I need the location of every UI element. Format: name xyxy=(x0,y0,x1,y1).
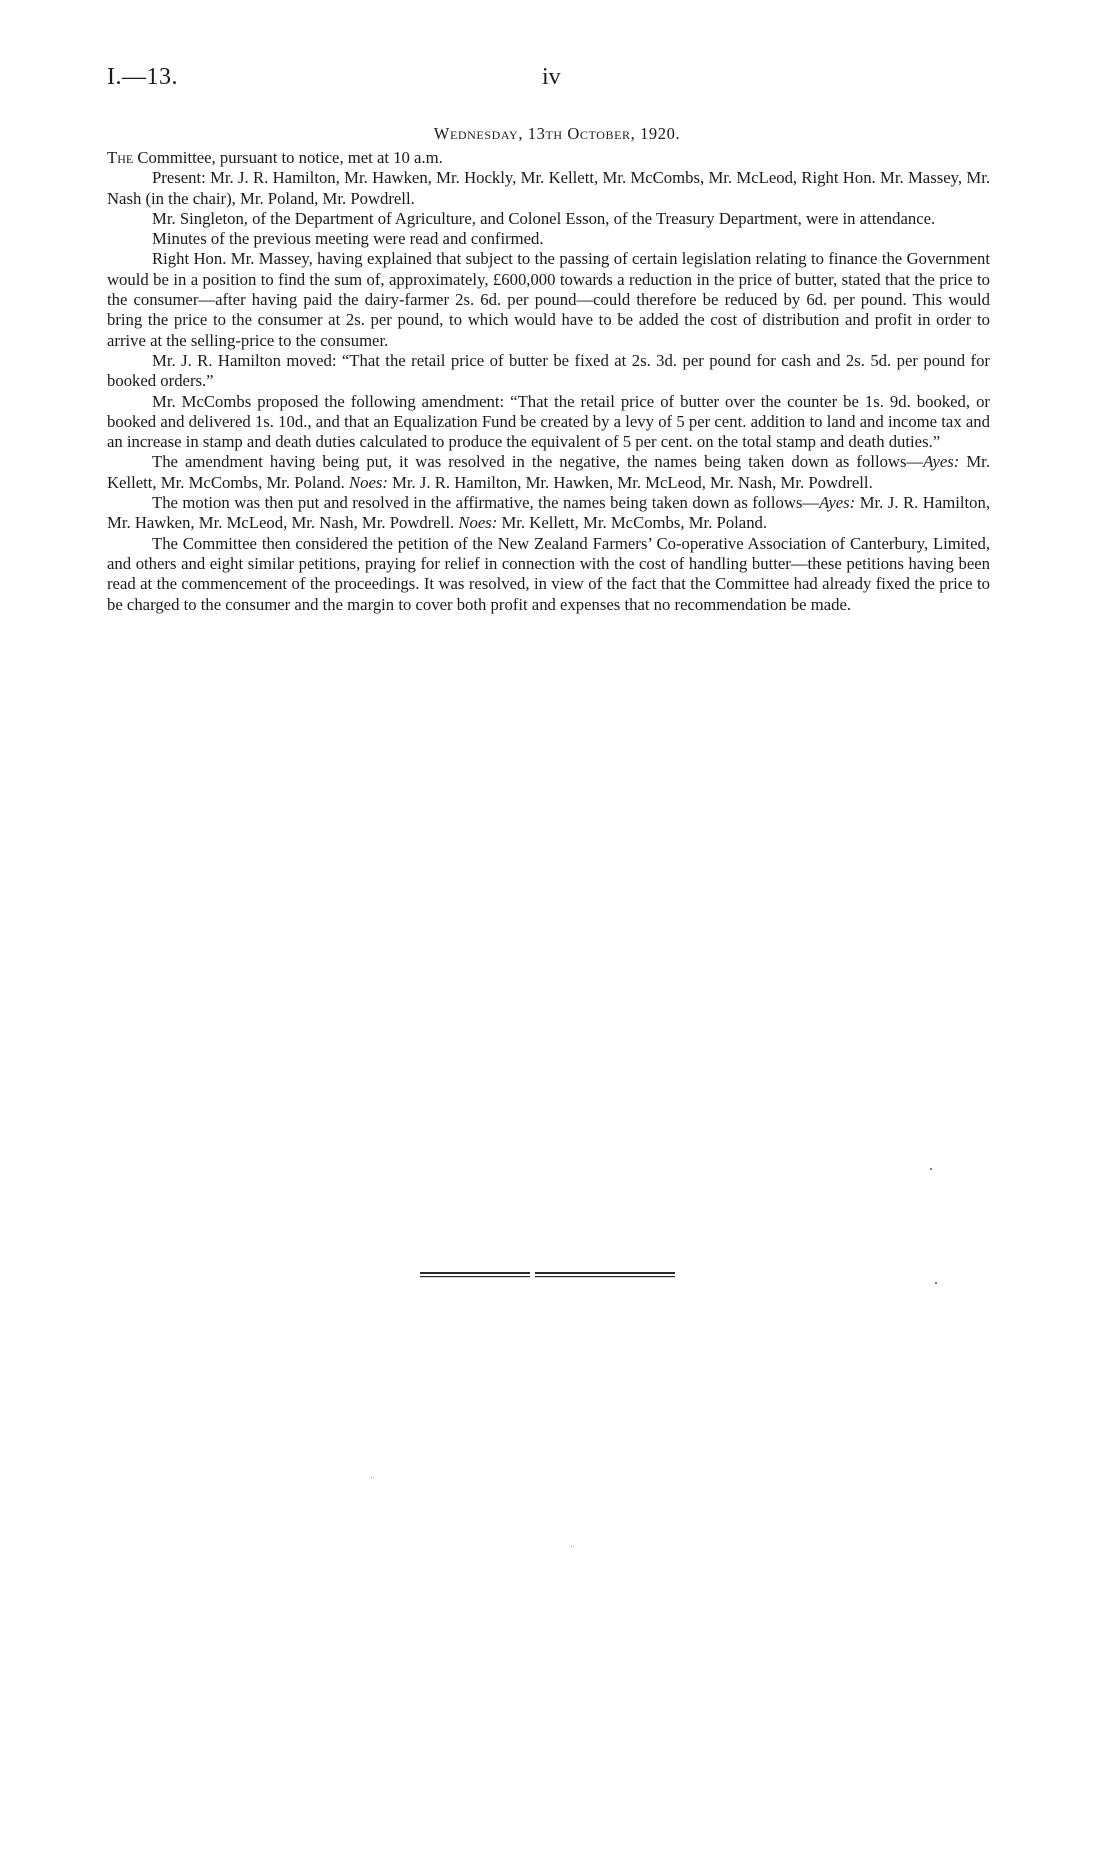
amendment-vote-paragraph xyxy=(107,452,990,493)
rule-left-upper xyxy=(420,1272,530,1274)
scan-speck xyxy=(371,1477,372,1478)
meeting-date-heading: Wednesday, 13th October, 1920. xyxy=(433,124,681,143)
document-reference: I.—13. xyxy=(107,64,178,90)
scan-speck xyxy=(571,1546,572,1547)
attendance-paragraph: Mr. Singleton, of the Department of Agriculture, and Colonel Esson, of the Treasury Department, were in attendance. xyxy=(152,208,936,228)
end-rule-separator xyxy=(420,1271,675,1279)
rule-right-upper xyxy=(535,1272,675,1274)
massey-statement-paragraph: Right Hon. Mr. Massey, having explained that subject to the passing of certain legislation relating to finance the Government would be in a position to find the sum of, approximately, £600,000 towards a reduction in the price of butter, stated that the price to the consumer—after having paid the dairy-farmer 2s. 6d. per pound—could therefore be reduced by 6d. per pound. This would bring the price to the consumer at 2s. per pound, to which would have to be added the cost of distribution and profit in order to arrive at the selling-price to the consumer. xyxy=(107,249,990,350)
amendment-noes-names: Mr. J. R. Hamilton, Mr. Hawken, Mr. McLeod, Mr. Nash, Mr. Powdrell. xyxy=(387,472,873,492)
minutes-confirmed-paragraph: Minutes of the previous meeting were read and confirmed. xyxy=(152,229,544,249)
amendment-vote-text: The amendment having being put, it was resolved in the negative, the names being taken down as follows— xyxy=(152,452,924,472)
petition-paragraph: The Committee then considered the petition of the New Zealand Farmers’ Co-operative Association of Canterbury, Limited, and others and eight similar petitions, praying for relief in connection with the cost of handling butter—these petitions having been read at the commencement of the proceedings. It was resolved, in view of the fact that the Committee had already fixed the price to be charged to the consumer and the margin to cover both profit and expenses that no recommendation be made. xyxy=(107,533,990,614)
motion-noes-names: Mr. Kellett, Mr. McCombs, Mr. Poland. xyxy=(497,513,768,533)
page-number: iv xyxy=(542,64,561,90)
scan-speck xyxy=(930,1168,932,1170)
amendment-ayes-label: Ayes: xyxy=(923,452,960,472)
hamilton-motion-paragraph: Mr. J. R. Hamilton moved: “That the retail price of butter be fixed at 2s. 3d. per pound for cash and 2s. 5d. per pound for booked orders.” xyxy=(107,350,990,391)
motion-vote-paragraph xyxy=(107,493,990,534)
rule-right-lower xyxy=(535,1276,675,1277)
motion-noes-label: Noes: xyxy=(458,513,498,533)
rule-left-lower xyxy=(420,1276,530,1277)
opening-lead-word: The xyxy=(107,148,134,167)
opening-text: Committee, pursuant to notice, met at 10 a.m. xyxy=(133,148,443,167)
mccombs-amendment-paragraph: Mr. McCombs proposed the following amendment: “That the retail price of butter over the counter be 1s. 9d. booked, or booked and delivered 1s. 10d., and that an Equalization Fund be created by a levy of 5 per cent. addition to land and income tax and an increase in stamp and death duties calculated to produce the equivalent of 5 per cent. on the total stamp and death duties.” xyxy=(107,391,990,452)
opening-paragraph xyxy=(107,148,990,168)
minutes-body xyxy=(107,148,990,615)
amendment-ayes-names: Mr. Kellett, Mr. McCombs, Mr. Poland. xyxy=(107,452,990,492)
motion-ayes-names: Mr. J. R. Hamilton, Mr. Hawken, Mr. McLeod, Mr. Nash, Mr. Powdrell. xyxy=(107,493,990,533)
present-paragraph: Present: Mr. J. R. Hamilton, Mr. Hawken, Mr. Hockly, Mr. Kellett, Mr. McCombs, Mr. McLeod, Right Hon. Mr. Massey, Mr. Nash (in the chair), Mr. Poland, Mr. Powdrell. xyxy=(107,168,990,208)
motion-ayes-label: Ayes: xyxy=(819,493,856,513)
amendment-noes-label: Noes: xyxy=(348,472,388,492)
scan-speck xyxy=(935,1282,937,1284)
motion-vote-text: The motion was then put and resolved in the affirmative, the names being taken down as follows— xyxy=(152,493,820,513)
